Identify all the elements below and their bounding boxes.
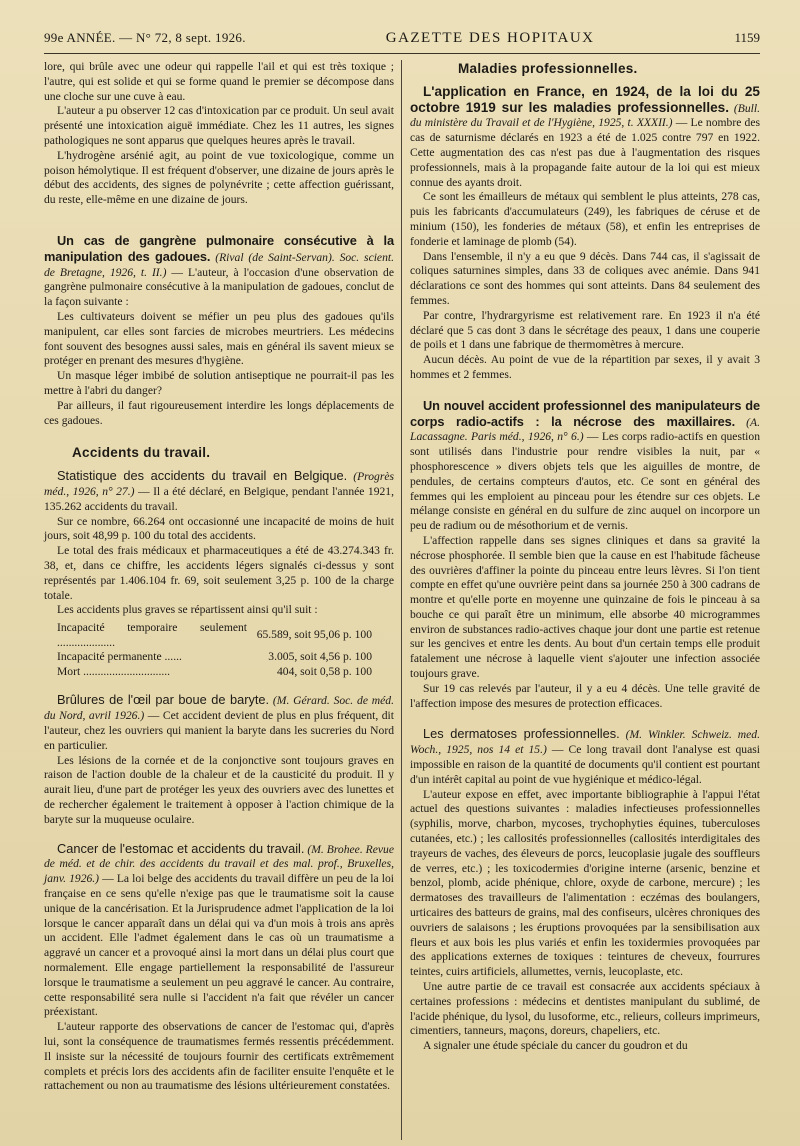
paragraph: Une autre partie de ce travail est consacrée aux accidents spéciaux à certaines professions : médecins et dentistes manipulant du sublimé, de l'acide phénique, du lysol, du lusoforme, etc., relieurs, colleurs imprimeurs, cimentiers, tanneurs, maçons, doreurs, chapeliers, etc. (410, 980, 760, 1038)
paragraph: Un masque léger imbibé de solution antiseptique ne pourrait-il pas les mettre à l'abri du danger? (44, 369, 394, 397)
paragraph: Les cultivateurs doivent se méfier un peu plus des gadoues qu'ils manipulent, car elles sont farcies de microbes meurtriers. Les médecins font souvent des besognes aussi sales, mais en général ils savent mieux se protéger en prenant des mesures d'hygiène. (44, 309, 394, 368)
article-dermatoses (410, 727, 760, 1054)
article-radio (410, 399, 760, 712)
column-divider (401, 60, 402, 1140)
article-reference: (Rival (de Saint-Servan). Soc. scient. de Bretagne, 1926, t. II.) (44, 250, 394, 279)
paragraph: Le total des frais médicaux et pharmaceutiques a été de 43.274.343 fr. 38, et, dans ce chiffre, les accidents légers signalés ci-dessus y sont représentés par 1.406.104 fr. 69, soit seulement 3,25 p. 100 de la charge totale. (44, 544, 394, 602)
accidents-table (44, 621, 394, 679)
paragraph: Dans l'ensemble, il n'y a eu que 9 décès. Dans 744 cas, il s'agissait de coliques saturnines simples, dans 33 de coliques avec anémie. Dans 941 déclarations ce sont des hommes qui sont atteints. Dans 84 seulement des femmes. (410, 249, 760, 307)
issue-line: 99e ANNÉE. — N° 72, 8 sept. 1926. (44, 30, 246, 45)
article-reference: (M. Brohee. Revue de méd. et de chir. des accidents du travail et des mal. prof., Bruxelles, janv. 1926.) (44, 842, 394, 886)
article-title: Un cas de gangrène pulmonaire consécutive à la manipulation des gadoues. (44, 232, 394, 264)
left-column (44, 60, 394, 1094)
table-cell-value: 65.589, soit 95,06 p. 100 (256, 628, 372, 642)
article-lead-text: — Le nombre des cas de saturnisme déclarés en 1923 a été de 1.025 contre 797 en 1922. Cette augmentation des cas n'est pas due à l'augmentation des risques professionnels, mais à la propagande faite autour de la loi qui est mieux connue des ayants droit. (410, 116, 760, 189)
article-lead (44, 469, 394, 514)
article-lead (410, 399, 760, 534)
table-row (44, 621, 394, 650)
article-title: L'application en France, en 1924, de la loi du 25 octobre 1919 sur les maladies professionnelles. (410, 83, 760, 115)
paragraph: Par ailleurs, il faut rigoureusement interdire les longs déplacements de ces gadoues. (44, 398, 394, 427)
article-lead-text: — Cet accident devient de plus en plus fréquent, dit l'auteur, chez les ouvriers qui manient la baryte dans les sucreries du Nord en particulier. (44, 709, 394, 752)
journal-title: GAZETTE DES HOPITAUX (385, 30, 595, 46)
article-france (410, 85, 760, 383)
article-lead-text: — Ce long travail dont l'analyse est quasi impossible en raison de la quantité de documents qu'il contient est pourtant d'un intérêt capital au point de vue hygiénique et médico-légal. (410, 743, 760, 786)
right-column (410, 60, 760, 1094)
table-cell-label: Incapacité permanente ...... (57, 650, 182, 664)
page-header (44, 30, 760, 54)
table-cell-value: 404, soit 0,58 p. 100 (276, 664, 372, 678)
article-reference: (Progrès méd., 1926, n° 27.) (44, 470, 394, 498)
article-title: Cancer de l'estomac et accidents du travail. (57, 840, 305, 856)
article-lead (44, 842, 394, 1021)
paragraph: Aucun décès. Au point de vue de la répartition par sexes, il y avait 3 hommes et 2 femmes. (410, 353, 760, 381)
paragraph: A signaler une étude spéciale du cancer du goudron et du (423, 1039, 688, 1053)
article-gangrene (44, 234, 394, 428)
article-lead-text: — Les corps radio-actifs en question sont utilisés dans l'industrie pour rendre visibles la nuit, par « phosphorescence » divers objets tels que les aiguilles de montre, de pendules, de certains compteurs d'autos, etc. Ce sont en général des femmes qui les emploient au pinceau pour les étendre sur ces objets. Le mélange consiste en général en du sulfure de zinc auquel on incorpore un peu de radium ou de mésothorium et de vernis. (410, 430, 760, 533)
paragraph: Sur 19 cas relevés par l'auteur, il y a eu 4 décès. Une telle gravité de l'affection impose des mesures de protection efficaces. (410, 681, 760, 710)
paragraph: Ce sont les émailleurs de métaux qui semblent le plus atteints, 278 cas, puis les fabricants d'accumulateurs (249), les fabriques de céruse et de minium (150), les fonderies de métaux (58), et enfin les entreprises de fonderie et laminage de plomb (54). (410, 190, 760, 248)
article-reference: (M. Gérard. Soc. de méd. du Nord, avril 1926.) (44, 694, 394, 723)
article-lead (410, 85, 760, 191)
article-brulures (44, 693, 394, 827)
table-row (44, 650, 394, 665)
article-title: Les dermatoses professionnelles. (423, 726, 620, 742)
article-arsenic-continuation (44, 60, 394, 208)
article-title: Un nouvel accident professionnel des manipulateurs de corps radio-actifs : la nécrose des maxillaires. (410, 397, 760, 429)
article-lead (44, 693, 394, 753)
paragraph: Par contre, l'hydrargyrisme est relativement rare. En 1923 il n'a été déclaré que 5 cas dont 3 dans le sécrétage des peaux, 1 dans une couperie de poils et 1 dans une fabrique de thermomètres à mercure. (410, 308, 760, 352)
table-cell-label: Incapacité temporaire seulement .................... (57, 621, 247, 649)
article-lead (410, 727, 760, 787)
article-lead-text: — Il a été déclaré, en Belgique, pendant l'année 1921, 135.262 accidents du travail. (44, 484, 394, 513)
article-lead-text: — L'auteur, à l'occasion d'une observation de gangrène pulmonaire consécutive à la manipulation de gadoues, conclut de la façon suivante : (44, 265, 394, 309)
paragraph: L'auteur a pu observer 12 cas d'intoxication par ce produit. Un seul avait présenté une intoxication aiguë immédiate. Chez les 11 autres, les signes pathologiques ne sont apparus que quelques heures après le travail. (44, 104, 394, 147)
paragraph: lore, qui brûle avec une odeur qui rappelle l'ail et qui est très toxique ; l'autre, qui est solide et qui se forme quand le premier se décompose dans une cloche sur une cuve à eau. (44, 60, 394, 103)
article-title: Brûlures de l'œil par boue de baryte. (57, 692, 270, 708)
table-cell-value: 3.005, soit 4,56 p. 100 (268, 650, 372, 664)
article-belgique (44, 469, 394, 679)
paragraph: Les lésions de la cornée et de la conjonctive sont toujours graves en raison de l'action double de la chaleur et de la causticité du produit. Il y aurait lieu, d'une part de protéger les yeux des ouvriers avec des lunettes et de rechercher également le traitement à opposer à l'action chimique de la baryte sur la muqueuse oculaire. (44, 753, 394, 826)
section-heading-maladies: Maladies professionnelles. (458, 61, 638, 76)
article-lead-text: — La loi belge des accidents du travail diffère un peu de la loi française en ce sens qu'elle n'exige pas que le traumatisme soit la cause unique de la cancérisation. Et la Jurisprudence admet l'application de la loi lorsque le cancer apparaît dans un délai qui va d'un mois à trois ans après un accident. Elle l'admet également dans le cas où un traumatisme a aggravé un cancer et a provoqué ainsi la mort dans un délai plus court que normalement. Elle engage partiellement la responsabilité de l'assureur lorsque le traumatisme a seulement un peu aggravé le cancer. Au contraire, cette responsabilité sera nulle si l'accident n'a fait que révéler un cancer préexistant. (44, 872, 394, 1019)
article-cancer (44, 842, 394, 1095)
paragraph: L'affection rappelle dans ses signes cliniques et dans sa gravité la nécrose phosphorée. Il semble bien que la cause en est l'habitude fâcheuse des ouvrières d'affiner la pointe du pinceau entre leurs lèvres. Si l'on tient compte en effet qu'une ouvrière peint dans sa journée 250 à 300 cadrans de montre et qu'elle porte en moyenne une quinzaine de fois le pinceau à sa bouche ce qui paraît être un minimum, elle absorbe 40 microgrammes environ de substances radio-actives chaque jour dont une partie est retenue sur les gencives et entre les dents. Au bout d'un certain temps elle produit fatalement une nécrose à laquelle vient s'ajouter une infection associée toujours grave. (410, 533, 760, 681)
paragraph: L'auteur expose en effet, avec importante bibliographie à l'appui l'état actuel des questions suivantes : maladies infectieuses professionnelles (syphilis, morve, charbon, mycoses, trychophyties équines, tuberculoses cutanées, etc.) ; les callosités professionnelles (callosités interdigitales des trayeurs de vaches, des éleveurs de porcs, leucoplasie jugale des souffleurs de verres, etc.) ; les toxicodermies d'origine interne (arsenic, benzine et benzol, plomb, acide phénique, chlore, oxyde de carbone, mercure) ; les dermatoses des travailleurs de l'alimentation : eczémas des boulangers, urticaires des batteurs de grains, mal des confiseurs, ulcères chroniques des ouvriers de salaisons ; les éruptions provoquées par la sensibilisation aux fleurs et aux bois les plus variés et enfin les toxidermies provoquées par des applications externes de toxiques : teintures de cheveux, fourrures teintes, cuirs artificiels, allumettes, vernis, leucoplaste, etc. (410, 787, 760, 979)
article-title: Statistique des accidents du travail en Belgique. (57, 468, 348, 484)
table-cell-label: Mort .............................. (57, 664, 171, 678)
table-row (44, 665, 394, 680)
columns (44, 60, 760, 1094)
paragraph: L'auteur rapporte des observations de cancer de l'estomac qui, d'après lui, sont la conséquence de traumatismes fermés ressentis précédemment. Il insiste sur la nécessité de toujours fournir des certificats extrêmement complets et précis lors des accidents afin de faciliter ensuite l'enquête et le rattachement ou non au traumatisme des lésions ultérieurement constatées. (44, 1020, 394, 1093)
section-heading-accidents: Accidents du travail. (72, 445, 211, 461)
paragraph: Les accidents plus graves se répartissent ainsi qu'il suit : (57, 603, 318, 617)
article-lead (44, 234, 394, 310)
paragraph: Sur ce nombre, 66.264 ont occasionné une incapacité de moins de huit jours, soit 48,99 p. 100 du total des accidents. (44, 514, 394, 543)
article-reference: (A. Lacassagne. Paris méd., 1926, n° 6.) (410, 415, 760, 444)
article-reference: (Bull. du ministère du Travail et de l'Hygiène, 1925, t. XXXII.) (410, 101, 760, 130)
page-number: 1159 (734, 30, 760, 45)
paragraph: L'hydrogène arsénié agit, au point de vue toxicologique, comme un poison hémolytique. Il est fréquent d'observer, une dizaine de jours après le début des accidents, des signes de polynévrite ; cette affection guérissant, du reste, elle-même en une dizaine de jours. (44, 148, 394, 207)
article-reference: (M. Winkler. Schweiz. med. Woch., 1925, nos 14 et 15.) (410, 728, 760, 757)
